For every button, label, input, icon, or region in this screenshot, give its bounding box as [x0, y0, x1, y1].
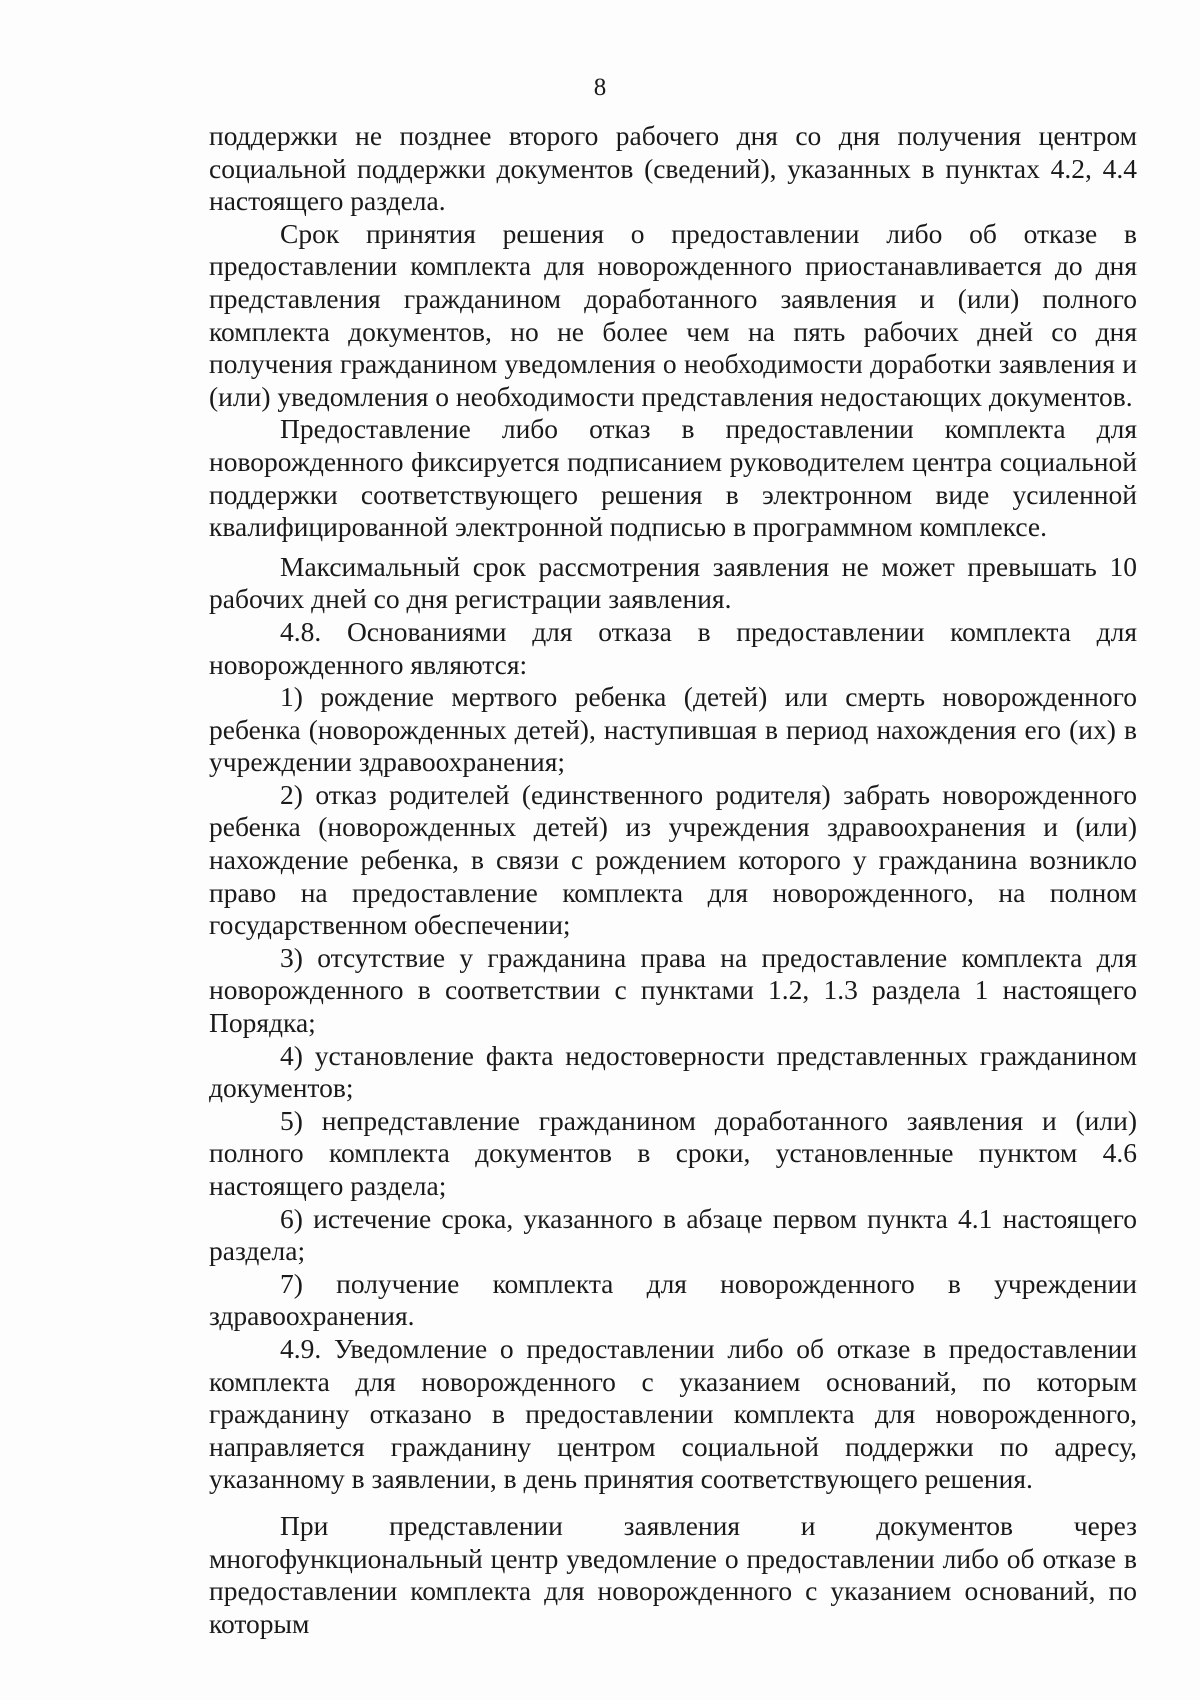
list-item-ground-1: 1) рождение мертвого ребенка (детей) или смерть новорожденного ребенка (новорожденных детей), наступившая в период нахождения его (их) в учреждении здравоохранения; [209, 681, 1137, 778]
list-item-ground-4: 4) установление факта недостоверности представленных гражданином документов; [209, 1039, 1137, 1104]
paragraph-continuation: поддержки не позднее второго рабочего дня со дня получения центром социальной поддержки документов (сведений), указанных в пунктах 4.2, 4.4 настоящего раздела. [209, 120, 1137, 217]
list-item-ground-3: 3) отсутствие у гражданина права на предоставление комплекта для новорожденного в соответствии с пунктами 1.2, 1.3 раздела 1 настоящего Порядка; [209, 941, 1137, 1039]
paragraph-decision-signing: Предоставление либо отказ в предоставлении комплекта для новорожденного фиксируется подписанием руководителем центра социальной поддержки соответствующего решения в электронном виде усиленной квалифицированной электронной подписью в программном комплексе. [209, 413, 1137, 543]
paragraph-refusal-grounds-heading: 4.8. Основаниями для отказа в предоставлении комплекта для новорожденного являются: [209, 615, 1137, 680]
paragraph-notification: 4.9. Уведомление о предоставлении либо об отказе в предоставлении комплекта для новорожденного с указанием оснований, по которым гражданину отказано в предоставлении комплекта для новорожденного, направляется гражданину центром социальной поддержки по адресу, указанному в заявлении, в день принятия соответствующего решения. [209, 1332, 1137, 1495]
document-body [209, 120, 1137, 1640]
list-item-ground-2: 2) отказ родителей (единственного родителя) забрать новорожденного ребенка (новорожденных детей) из учреждения здравоохранения и (или) нахождение ребенка, в связи с рождением которого у гражданина возникло право на предоставление комплекта для новорожденного, на полном государственном обеспечении; [209, 778, 1137, 941]
list-item-ground-6: 6) истечение срока, указанного в абзаце первом пункта 4.1 настоящего раздела; [209, 1202, 1137, 1267]
paragraph-max-term: Максимальный срок рассмотрения заявления не может превышать 10 рабочих дней со дня регистрации заявления. [209, 550, 1137, 615]
paragraph-suspension-term: Срок принятия решения о предоставлении либо об отказе в предоставлении комплекта для новорожденного приостанавливается до дня представления гражданином доработанного заявления и (или) полного комплекта документов, но не более чем на пять рабочих дней со дня получения гражданином уведомления о необходимости доработки заявления и (или) уведомления о необходимости представления недостающих документов. [209, 217, 1137, 412]
paragraph-mfc-notification: При представлении заявления и документов через многофункциональный центр уведомление о предоставлении либо об отказе в предоставлении комплекта для новорожденного с указанием оснований, по которым [209, 1509, 1137, 1639]
list-item-ground-5: 5) непредставление гражданином доработанного заявления и (или) полного комплекта документов в сроки, установленные пунктом 4.6 настоящего раздела; [209, 1104, 1137, 1201]
list-item-ground-7: 7) получение комплекта для новорожденного в учреждении здравоохранения. [209, 1267, 1137, 1332]
page-number: 8 [593, 74, 607, 101]
